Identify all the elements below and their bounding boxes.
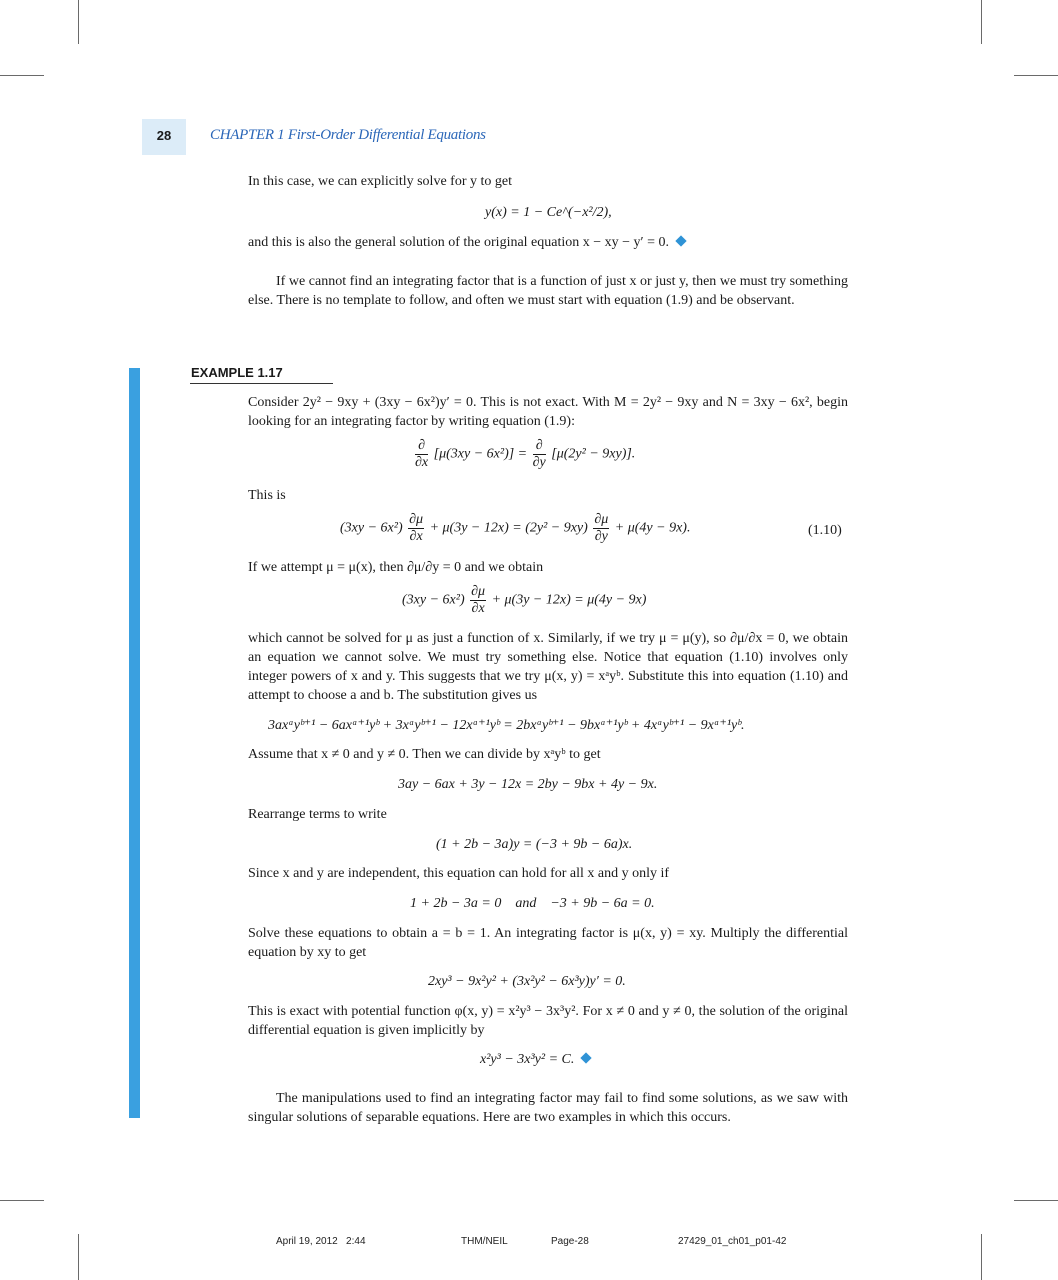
equation-integrating-factor [413,438,635,471]
diamond-icon [675,235,686,246]
crop-mark [981,0,982,44]
dmu-dx-fraction [470,584,486,617]
frac-den: ∂x [471,601,485,616]
crop-mark [1014,75,1058,76]
equation-divided: 3ay − 6ax + 3y − 12x = 2by − 9bx + 4y − 9x. [398,777,658,792]
partial-x-fraction [415,438,428,471]
chapter-title: CHAPTER 1 First-Order Differential Equations [210,127,486,143]
eq8-text: x²y³ − 3x³y² = C. [480,1052,575,1067]
diamond-icon [581,1052,592,1063]
eq1-right: [μ(2y² − 9xy)]. [551,446,636,462]
eq110-part-a: (3xy − 6x²) [340,520,403,536]
intro-line-2-text: and this is also the general solution of the original equation x − xy − y′ = 0. [248,235,670,250]
footer-code: THM/NEIL [461,1236,508,1247]
footer-page: Page-28 [551,1236,589,1247]
frac-num: ∂ [415,438,428,455]
example-paragraph-2: If we attempt μ = μ(x), then ∂μ/∂y = 0 and we obtain [248,560,544,575]
example-paragraph-1: Consider 2y² − 9xy + (3xy − 6x²)y′ = 0. This is not exact. With M = 2y² − 9xy and N = 3xy − 6x², begin looking for an integrating factor by writing equation (1.9): [248,395,848,429]
equation-label-1-10: (1.10) [808,523,842,538]
footer-date: April 19, 2012 2:44 [276,1236,366,1247]
equation-multiplied: 2xy³ − 9x²y² + (3x²y² − 6x³y)y′ = 0. [428,974,626,989]
example-paragraph-6: Since x and y are independent, this equation can hold for all x and y only if [248,866,670,881]
equation-1-10 [340,512,690,545]
example-heading: EXAMPLE 1.17 [191,365,283,380]
page-number: 28 [156,128,172,143]
crop-mark [1014,1200,1058,1201]
crop-mark [0,1200,44,1201]
frac-den: ∂y [594,529,608,544]
crop-mark [981,1234,982,1280]
intro-paragraph: If we cannot find an integrating factor that is a function of just x or just y, then we must try something else. There is no template to follow, and often we must start with equation (1.9) and be observant. [248,274,848,308]
closing-paragraph: The manipulations used to find an integrating factor may fail to find some solutions, as we saw with singular solutions of separable equations. Here are two examples in which this occurs. [248,1091,848,1125]
example-paragraph-7: Solve these equations to obtain a = b = 1. An integrating factor is μ(x, y) = xy. Multiply the differential equation by xy to get [248,926,848,960]
equation-substitution: 3axᵃyᵇ⁺¹ − 6axᵃ⁺¹yᵇ + 3xᵃyᵇ⁺¹ − 12xᵃ⁺¹yᵇ = 2bxᵃyᵇ⁺¹ − 9bxᵃ⁺¹yᵇ + 4xᵃyᵇ⁺¹ − 9xᵃ⁺¹yᵇ. [268,718,745,733]
frac-num: ∂μ [409,512,424,527]
crop-mark [0,75,44,76]
frac-num: ∂μ [471,584,486,599]
equation-mu-of-x [402,584,646,617]
example-paragraph-4: Assume that x ≠ 0 and y ≠ 0. Then we can divide by xᵃyᵇ to get [248,747,601,762]
dmu-dx-fraction [408,512,424,545]
equation-system: 1 + 2b − 3a = 0 and −3 + 9b − 6a = 0. [410,896,655,911]
dmu-dy-fraction [593,512,609,545]
equation-implicit-solution [480,1050,590,1069]
equation-solution: y(x) = 1 − Ce^(−x²/2), [485,205,612,220]
example-paragraph-5: Rearrange terms to write [248,807,387,822]
example-heading-rule [190,383,333,384]
frac-den: ∂y [532,455,546,470]
eq110-part-b: + μ(3y − 12x) = (2y² − 9xy) [429,520,588,536]
this-is-label: This is [248,488,286,503]
eq2-part-b: + μ(3y − 12x) = μ(4y − 9x) [491,592,647,608]
frac-den: ∂x [415,455,429,470]
frac-num: ∂μ [594,512,609,527]
intro-line-2 [248,233,848,252]
footer-file: 27429_01_ch01_p01-42 [678,1236,787,1247]
example-paragraph-8: This is exact with potential function φ(x, y) = x²y³ − 3x³y². For x ≠ 0 and y ≠ 0, the solution of the original differential equation is given implicitly by [248,1004,848,1038]
crop-mark [78,0,79,44]
partial-y-fraction [533,438,546,471]
eq2-part-a: (3xy − 6x²) [402,592,465,608]
example-sidebar-bar [129,368,140,1118]
intro-line: In this case, we can explicitly solve for y to get [248,174,512,189]
frac-den: ∂x [409,529,423,544]
crop-mark [78,1234,79,1280]
eq110-part-c: + μ(4y − 9x). [614,520,691,536]
equation-rearranged: (1 + 2b − 3a)y = (−3 + 9b − 6a)x. [436,837,633,852]
frac-num: ∂ [533,438,546,455]
eq1-left: [μ(3xy − 6x²)] = [433,446,528,462]
example-paragraph-3: which cannot be solved for μ as just a function of x. Similarly, if we try μ = μ(y), so ∂μ/∂x = 0, we obtain an equation we cannot solve. We must try something else. Notice that equation (1.10) involves only integer powers of x and y. This suggests that we try μ(x, y) = xᵃyᵇ. Substitute this into equation (1.10) and attempt to choose a and b. The substitution gives us [248,631,848,703]
